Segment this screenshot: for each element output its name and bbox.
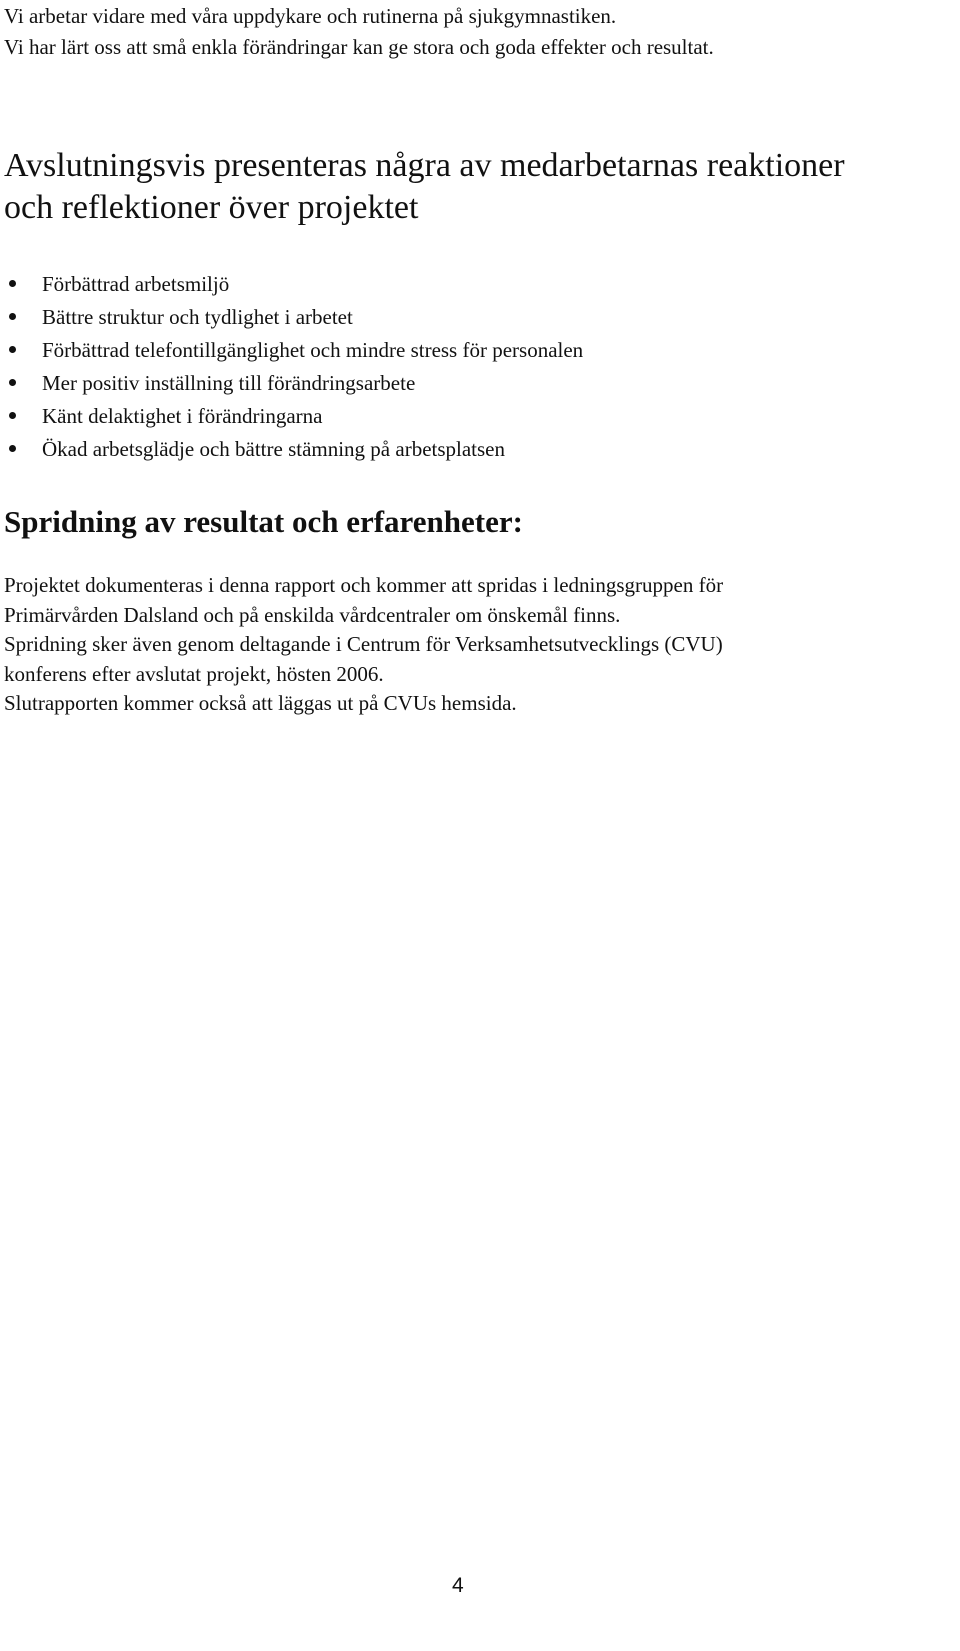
paragraph-line: Primärvården Dalsland och på enskilda vårdcentraler om önskemål finns. [4,602,621,627]
list-item-text: Mer positiv inställning till förändringsarbete [42,371,416,395]
list-item-text: Förbättrad telefontillgänglighet och mindre stress för personalen [42,338,584,362]
intro-line-2: Vi har lärt oss att små enkla förändringar kan ge stora och goda effekter och resultat. [4,35,714,59]
reactions-heading [4,145,845,229]
paragraph-line: Slutrapporten kommer också att läggas ut på CVUs hemsida. [4,691,517,715]
paragraph-line: Spridning sker även genom deltagande i Centrum för Verksamhetsutvecklings (CVU) [4,632,723,656]
paragraph-line: konferens efter avslutat projekt, hösten 2006. [4,661,384,686]
bullet-icon [9,445,16,452]
list-item-text: Förbättrad arbetsmiljö [42,272,230,296]
list-item-text: Känt delaktighet i förändringarna [42,404,323,428]
reactions-heading-line-1: Avslutningsvis presenteras några av medarbetarnas reaktioner [4,147,845,184]
paragraph-line: Projektet dokumenteras i denna rapport och kommer att spridas i ledningsgruppen för [4,573,724,597]
intro-line-1: Vi arbetar vidare med våra uppdykare och rutinerna på sjukgymnastiken. [4,4,617,28]
bullet-icon [9,412,16,419]
bullet-icon [9,313,16,320]
page-number: 4 [452,1574,464,1597]
bullet-icon [9,280,16,287]
list-item-text: Ökad arbetsglädje och bättre stämning på arbetsplatsen [42,437,506,461]
bullet-icon [9,379,16,386]
list-item-text: Bättre struktur och tydlighet i arbetet [42,305,353,329]
dissemination-paragraph [4,571,723,719]
dissemination-heading: Spridning av resultat och erfarenheter: [4,504,523,539]
bullet-icon [9,346,16,353]
reactions-heading-line-2: och reflektioner över projektet [4,189,419,226]
